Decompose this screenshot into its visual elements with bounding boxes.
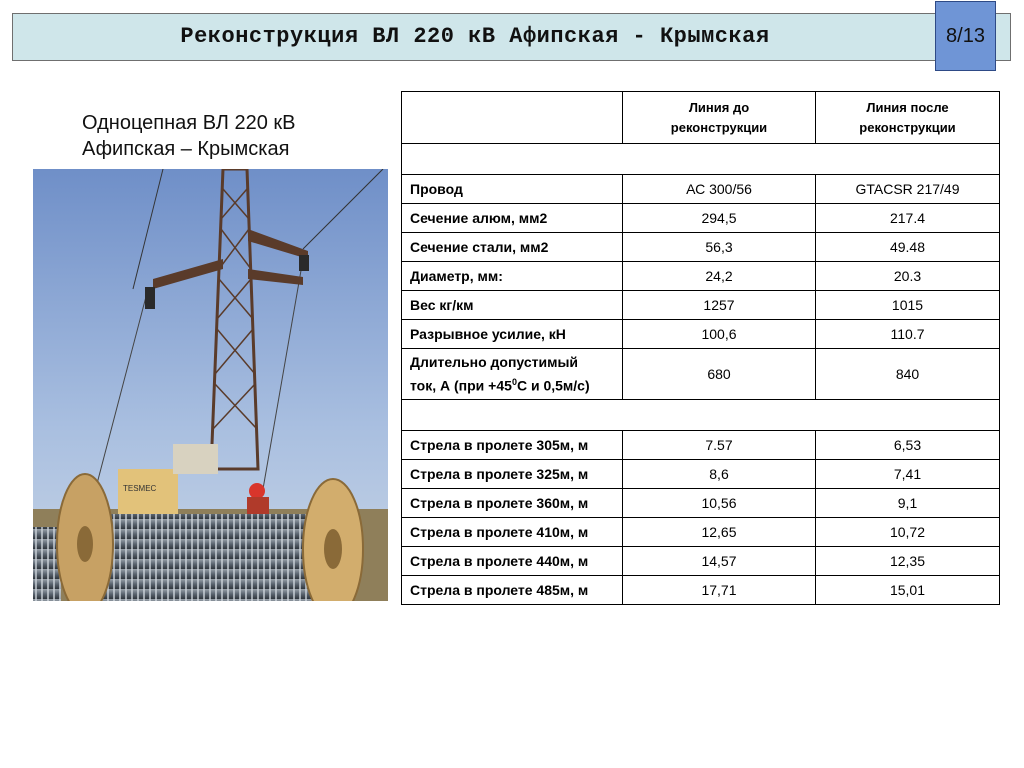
- row-before-value: АС 300/56: [623, 175, 816, 204]
- header-after-line-1: Линия после: [866, 99, 949, 115]
- row-before-value: 1257: [623, 291, 816, 320]
- row-before-value: 24,2: [623, 262, 816, 291]
- row-after-value: 217.4: [816, 204, 1000, 233]
- page-number-badge: 8/13: [935, 1, 996, 71]
- row-label: [402, 349, 623, 400]
- row-label: Стрела в пролете 325м, м: [402, 460, 623, 489]
- row-before-value: 100,6: [623, 320, 816, 349]
- row-label: Вес кг/км: [402, 291, 623, 320]
- row-before-value: 10,56: [623, 489, 816, 518]
- row-after-value: 15,01: [816, 576, 1000, 605]
- row-before-value: 12,65: [623, 518, 816, 547]
- reel-brand-label: TESMEC: [123, 484, 157, 493]
- table-row: [402, 320, 1000, 349]
- row-label: Разрывное усилие, кН: [402, 320, 623, 349]
- header-before-line-1: Линия до: [688, 99, 750, 115]
- row-before-value: 17,71: [623, 576, 816, 605]
- row-after-value: 110.7: [816, 320, 1000, 349]
- row-label: Стрела в пролете 410м, м: [402, 518, 623, 547]
- row-after-value: 12,35: [816, 547, 1000, 576]
- row-label: Стрела в пролете 360м, м: [402, 489, 623, 518]
- table-row: [402, 518, 1000, 547]
- row-before-value: 8,6: [623, 460, 816, 489]
- current-label-suffix: С и 0,5м/с): [516, 377, 590, 394]
- slide-title: Реконструкция ВЛ 220 кВ Афипская - Крымская: [180, 24, 770, 49]
- row-label: Стрела в пролете 305м, м: [402, 431, 623, 460]
- row-before-value: 7.57: [623, 431, 816, 460]
- row-after-value: 10,72: [816, 518, 1000, 547]
- row-before-value: 14,57: [623, 547, 816, 576]
- header-after-reconstruction: [816, 92, 1000, 144]
- caption-line-2: Афипская – Крымская: [82, 138, 290, 160]
- header-after-line-2: реконструкции: [859, 119, 956, 135]
- caption-line-1: Одноцепная ВЛ 220 кВ: [82, 112, 296, 134]
- spacer-cell: [402, 144, 1000, 175]
- row-after-value: 9,1: [816, 489, 1000, 518]
- title-bar: [12, 13, 1011, 61]
- row-after-value: 1015: [816, 291, 1000, 320]
- row-label: Провод: [402, 175, 623, 204]
- specifications-table: [401, 91, 1000, 605]
- spacer-cell: [402, 400, 1000, 431]
- header-before-reconstruction: [623, 92, 816, 144]
- table-spacer-row: [402, 400, 1000, 431]
- row-label: Диаметр, мм:: [402, 262, 623, 291]
- row-after-value: 20.3: [816, 262, 1000, 291]
- current-label-line-1: Длительно допустимый: [410, 354, 579, 371]
- header-before-line-2: реконструкции: [670, 119, 768, 135]
- row-label: Сечение стали, мм2: [402, 233, 623, 262]
- table-row: [402, 291, 1000, 320]
- current-label-prefix: ток, А (при +45: [410, 377, 512, 394]
- table-header-row: [402, 92, 1000, 144]
- table-row: [402, 431, 1000, 460]
- row-before-value: 56,3: [623, 233, 816, 262]
- row-after-value: 49.48: [816, 233, 1000, 262]
- current-label-line-2: [410, 372, 614, 396]
- row-label: Стрела в пролете 485м, м: [402, 576, 623, 605]
- table-row: [402, 489, 1000, 518]
- row-before-value: 680: [623, 349, 816, 400]
- table-row: [402, 204, 1000, 233]
- row-label: Сечение алюм, мм2: [402, 204, 623, 233]
- table-row: [402, 460, 1000, 489]
- table-row: [402, 175, 1000, 204]
- table-row: [402, 233, 1000, 262]
- row-after-value: GTACSR 217/49: [816, 175, 1000, 204]
- degree-superscript: 0: [511, 377, 517, 388]
- row-after-value: 840: [816, 349, 1000, 400]
- row-before-value: 294,5: [623, 204, 816, 233]
- table-spacer-row: [402, 144, 1000, 175]
- table-row: [402, 547, 1000, 576]
- photo-caption: [82, 110, 296, 162]
- table-row: [402, 262, 1000, 291]
- header-empty-cell: [402, 92, 623, 144]
- table-row-current-rating: [402, 349, 1000, 400]
- row-after-value: 7,41: [816, 460, 1000, 489]
- table-row: [402, 576, 1000, 605]
- row-after-value: 6,53: [816, 431, 1000, 460]
- transmission-tower-photo: [33, 169, 388, 601]
- row-label: Стрела в пролете 440м, м: [402, 547, 623, 576]
